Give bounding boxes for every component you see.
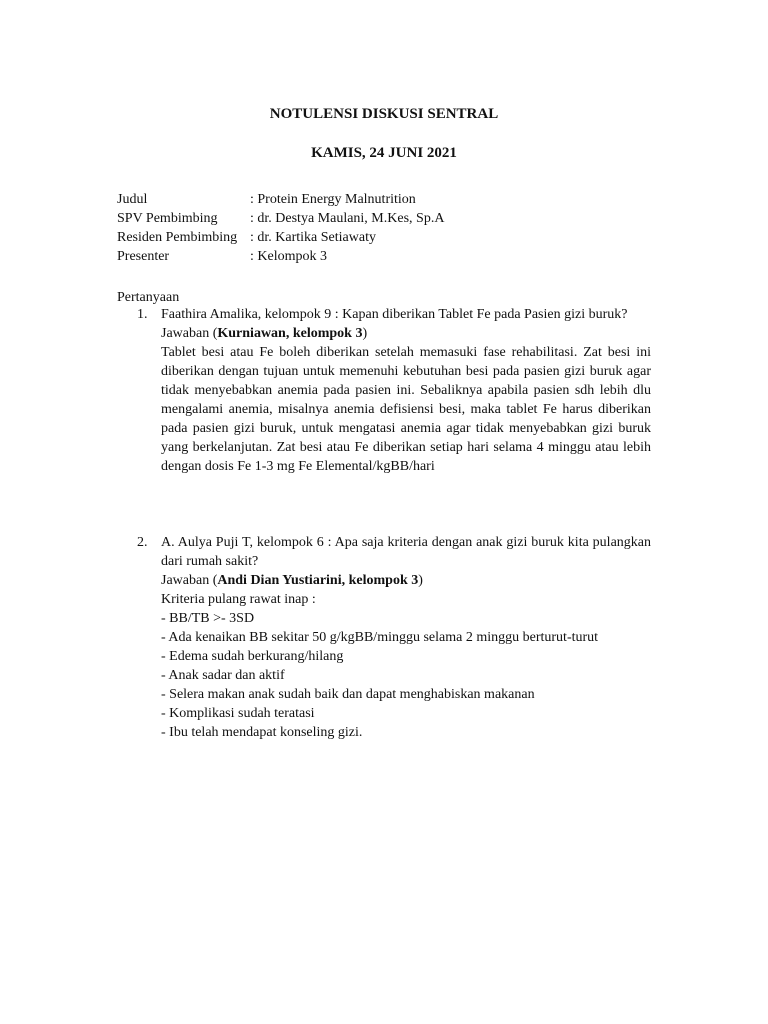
question-item: [117, 305, 651, 476]
criteria-item: - Ada kenaikan BB sekitar 50 g/kgBB/minggu selama 2 minggu berturut-turut: [161, 630, 599, 645]
question-item: [117, 533, 651, 742]
question-number: 2.: [137, 535, 148, 550]
criteria-title: Kriteria pulang rawat inap :: [161, 592, 316, 607]
meta-row: [117, 209, 444, 228]
criteria-item: - BB/TB >- 3SD: [161, 611, 255, 626]
criteria-item: - Komplikasi sudah teratasi: [161, 706, 315, 721]
question-number: 1.: [137, 307, 148, 322]
criteria-item: - Edema sudah berkurang/hilang: [161, 649, 344, 664]
answer-suffix: ): [362, 326, 368, 341]
criteria-item: - Anak sadar dan aktif: [161, 668, 285, 683]
answer-name: Andi Dian Yustiarini, kelompok 3: [217, 573, 419, 588]
meta-row: [117, 228, 444, 247]
meta-label: Residen Pembimbing: [117, 230, 238, 245]
answer-heading: [161, 324, 651, 343]
answer-heading: [161, 571, 651, 590]
criteria-item: - Selera makan anak sudah baik dan dapat menghabiskan makanan: [161, 687, 535, 702]
meta-value: : Protein Energy Malnutrition: [250, 192, 416, 207]
document-date: KAMIS, 24 JUNI 2021: [311, 145, 457, 161]
document-title: NOTULENSI DISKUSI SENTRAL: [269, 106, 499, 122]
answer-text: Tablet besi atau Fe boleh diberikan setelah memasuki fase rehabilitasi. Zat besi ini diberikan dengan tujuan untuk memenuhi kebutuhan besi pada pasien gizi buruk agar tidak menyebabkan anemia pada pasien ini. Sebaliknya apabila pasien sdh lebih dlu mengalami anemia, misalnya anemia defisiensi besi, maka tablet Fe harus diberikan pada pasien gizi buruk, untuk mengatasi anemia agar tidak menyebabkan gizi buruk yang berkelanjutan. Zat besi atau Fe diberikan setiap hari selama 4 minggu atau lebih dengan dosis Fe 1-3 mg Fe Elemental/kgBB/hari: [161, 345, 651, 474]
meta-row: [117, 247, 444, 266]
answer-suffix: ): [418, 573, 423, 588]
meta-table: [117, 190, 444, 266]
answer-prefix: Jawaban (: [161, 326, 218, 341]
meta-row: [117, 190, 444, 209]
question-text: Faathira Amalika, kelompok 9 : Kapan diberikan Tablet Fe pada Pasien gizi buruk?: [161, 307, 628, 322]
answer-name: Kurniawan, kelompok 3: [217, 326, 363, 341]
meta-label: Judul: [117, 192, 148, 207]
section-title: Pertanyaan: [117, 290, 180, 305]
meta-value: : dr. Kartika Setiawaty: [250, 230, 376, 245]
criteria-item: - Ibu telah mendapat konseling gizi.: [161, 725, 363, 740]
question-text: A. Aulya Puji T, kelompok 6 : Apa saja kriteria dengan anak gizi buruk kita pulangkan dari rumah sakit?: [161, 535, 651, 569]
meta-value: : Kelompok 3: [250, 249, 327, 264]
answer-prefix: Jawaban (: [161, 573, 218, 588]
meta-label: SPV Pembimbing: [117, 211, 218, 226]
meta-value: : dr. Destya Maulani, M.Kes, Sp.A: [250, 211, 445, 226]
meta-label: Presenter: [117, 249, 170, 264]
